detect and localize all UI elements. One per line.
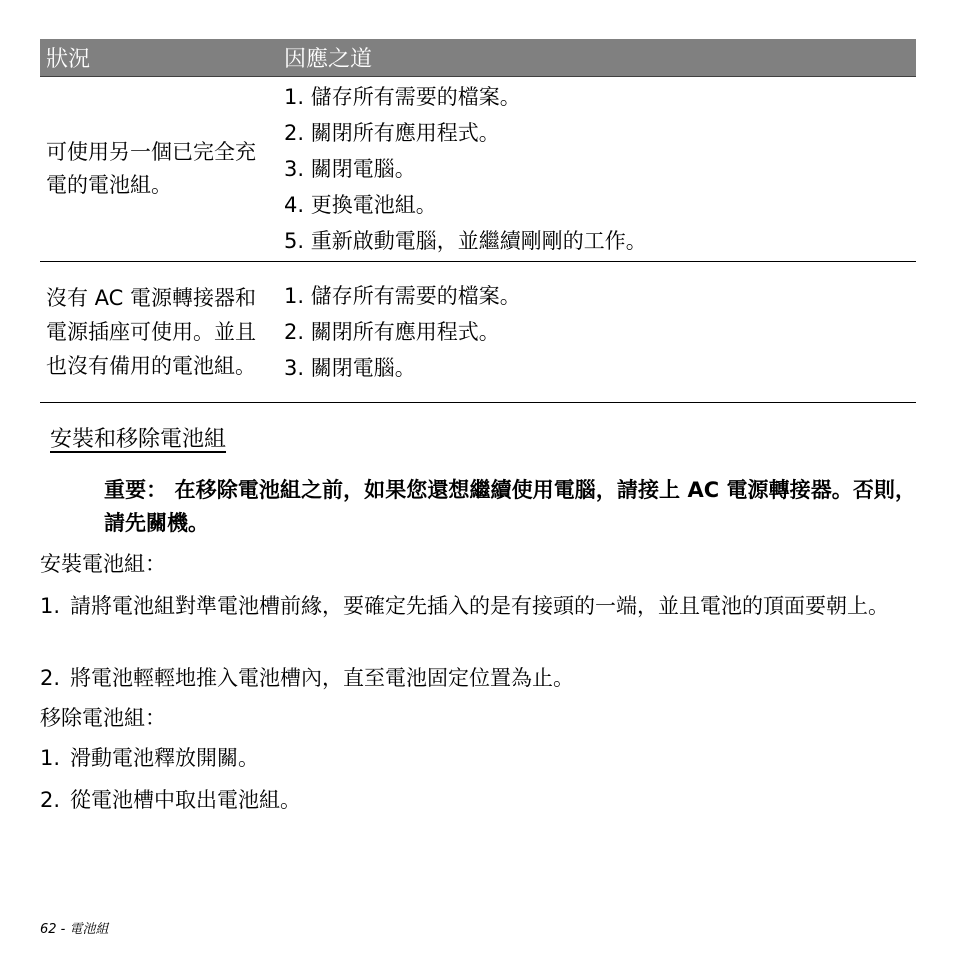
step-text: 滑動電池釋放開關。 — [70, 746, 259, 770]
table-header — [40, 39, 916, 77]
remove-label: 移除電池組： — [40, 706, 166, 730]
situation-cell: 可使用另一個已完全充電的電池組。 — [46, 140, 256, 197]
solution-step: 4. 更換電池組。 — [284, 193, 437, 217]
install-step — [40, 662, 916, 695]
solution-step: 2. 關閉所有應用程式。 — [284, 121, 500, 145]
solution-step: 2. 關閉所有應用程式。 — [284, 320, 500, 344]
solution-step: 1. 儲存所有需要的檔案。 — [284, 284, 521, 308]
solution-step: 3. 關閉電腦。 — [284, 356, 416, 380]
table-row — [40, 262, 916, 403]
remove-step — [40, 742, 916, 775]
solution-cell — [284, 262, 521, 402]
solution-step: 1. 儲存所有需要的檔案。 — [284, 85, 521, 109]
step-number: 1. — [40, 746, 61, 770]
remove-step — [40, 784, 916, 817]
page-footer: 62 - 電池組 — [40, 922, 109, 937]
step-text: 請將電池組對準電池槽前緣，要確定先插入的是有接頭的一端，並且電池的頂面要朝上。 — [70, 594, 889, 618]
header-solution: 因應之道 — [284, 47, 373, 72]
step-number: 2. — [40, 788, 61, 812]
important-note: 重要： 在移除電池組之前，如果您還想繼續使用電腦，請接上 AC 電源轉接器。否則，請先關機。 — [104, 478, 916, 535]
solution-step: 5. 重新啟動電腦，並繼續剛剛的工作。 — [284, 229, 647, 253]
solution-step: 3. 關閉電腦。 — [284, 157, 416, 181]
install-step — [40, 590, 916, 623]
step-number: 1. — [40, 594, 61, 618]
step-text: 將電池輕輕地推入電池槽內，直至電池固定位置為止。 — [70, 666, 574, 690]
section-heading: 安裝和移除電池組 — [50, 427, 227, 452]
troubleshooting-table — [40, 39, 916, 403]
solution-cell — [284, 77, 647, 261]
step-text: 從電池槽中取出電池組。 — [70, 788, 301, 812]
header-situation: 狀況 — [46, 47, 91, 72]
step-number: 2. — [40, 666, 61, 690]
table-row — [40, 77, 916, 262]
install-label: 安裝電池組： — [40, 552, 166, 576]
situation-cell: 沒有 AC 電源轉接器和電源插座可使用。並且也沒有備用的電池組。 — [46, 286, 257, 378]
